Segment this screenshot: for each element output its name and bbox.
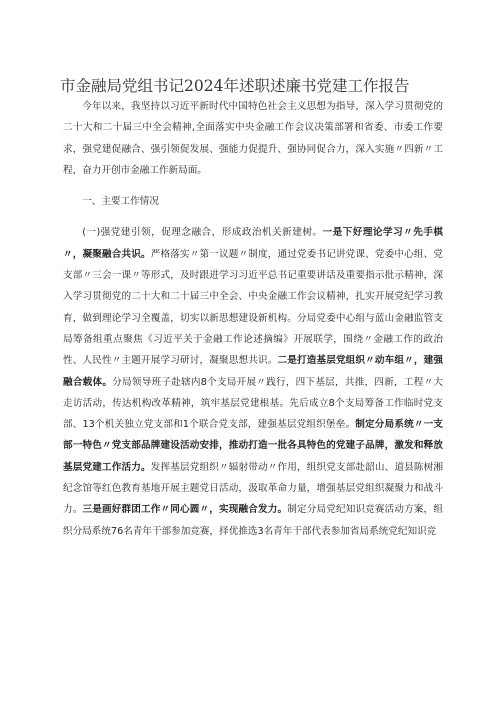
- paragraph-run-bold: 一是下好理论学习〃先手棋〃，凝聚融合共识。: [63, 227, 443, 260]
- paragraph-run: 发挥基层党组织〃辐射带动〃作用，组织党支部赴韶山、道县陈树湘纪念馆等红色教育基地开展主题党日活动，汲取革命力量，增强基层党组织凝聚力和战斗力。: [63, 461, 444, 516]
- document-title: 市金融局党组书记2024年述职述廉书党建工作报告: [60, 77, 410, 95]
- paragraph-run: 分局领导班子赴辖内8个支局开展〃践行，四下基层，共推，四新，工程〃大走访活动，传达机构改革精神，筑牢基层党建根基。先后成立8个支局筹备工作临时党支部、13个机关独立党支部和1个联合党支部，建强基层党组织堡垒。: [63, 376, 444, 431]
- paragraph-run-bold: 制定分局系统〃一支部一特色〃党支部品牌建设活动安排，推动打造一批各具特色的党建子品牌，激发和释放基层党建工作活力。: [63, 419, 444, 473]
- paragraph-run-bold: 三是画好群团工作〃同心圆〃，实现融合发力。: [82, 504, 288, 516]
- paragraph-run: 严格落实〃第一议题〃制度，通过党委书记讲党课、党委中心组、党支部〃三会一课〃等形式，及时跟进学习习近平总书记重要讲话及重要指示批示精神，深入学习贯彻党的二十大和二十届三中全会、中央金融工作会议精神，扎实开展党纪学习教育，做到理论学习全覆盖，切实以新思想建设新机构。分局党委中心组与蓝山金融监管支局筹备组重点聚焦《习近平关于金融工作论述摘编》开展联学，围绕〃金融工作的政治性、人民性〃主题开展学习研讨，凝聚思想共识。: [63, 248, 444, 367]
- intro-paragraph: 今年以来，我坚持以习近平新时代中国特色社会主义思想为指导，深入学习贯彻党的二十大和二十届三中全会精神,全面落实中央金融工作会议决策部署和省委、市委工作要求，强党建促融合、强引领促发展、强能力促提升、强协同促合力，深入实施〃四新〃工程，奋力开创市金融工作新局面。: [63, 101, 443, 176]
- paragraph-run-bold: 二是打造基层党组织〃动车组〃，建强融合载体。: [63, 355, 444, 388]
- body-paragraph: [63, 222, 443, 541]
- paragraph-run: (一)强党建引领，促理念融合，形成政治机关新建树。: [82, 227, 323, 239]
- paragraph-run: 制定分局党纪知识竞赛活动方案，组织分局系统76名青年干部参加竞赛，择优推选3名青年干部代表参加省局系统党纪知识竞: [63, 504, 444, 537]
- section-heading: 一、主要工作情况: [82, 196, 159, 208]
- document-body: [63, 96, 443, 542]
